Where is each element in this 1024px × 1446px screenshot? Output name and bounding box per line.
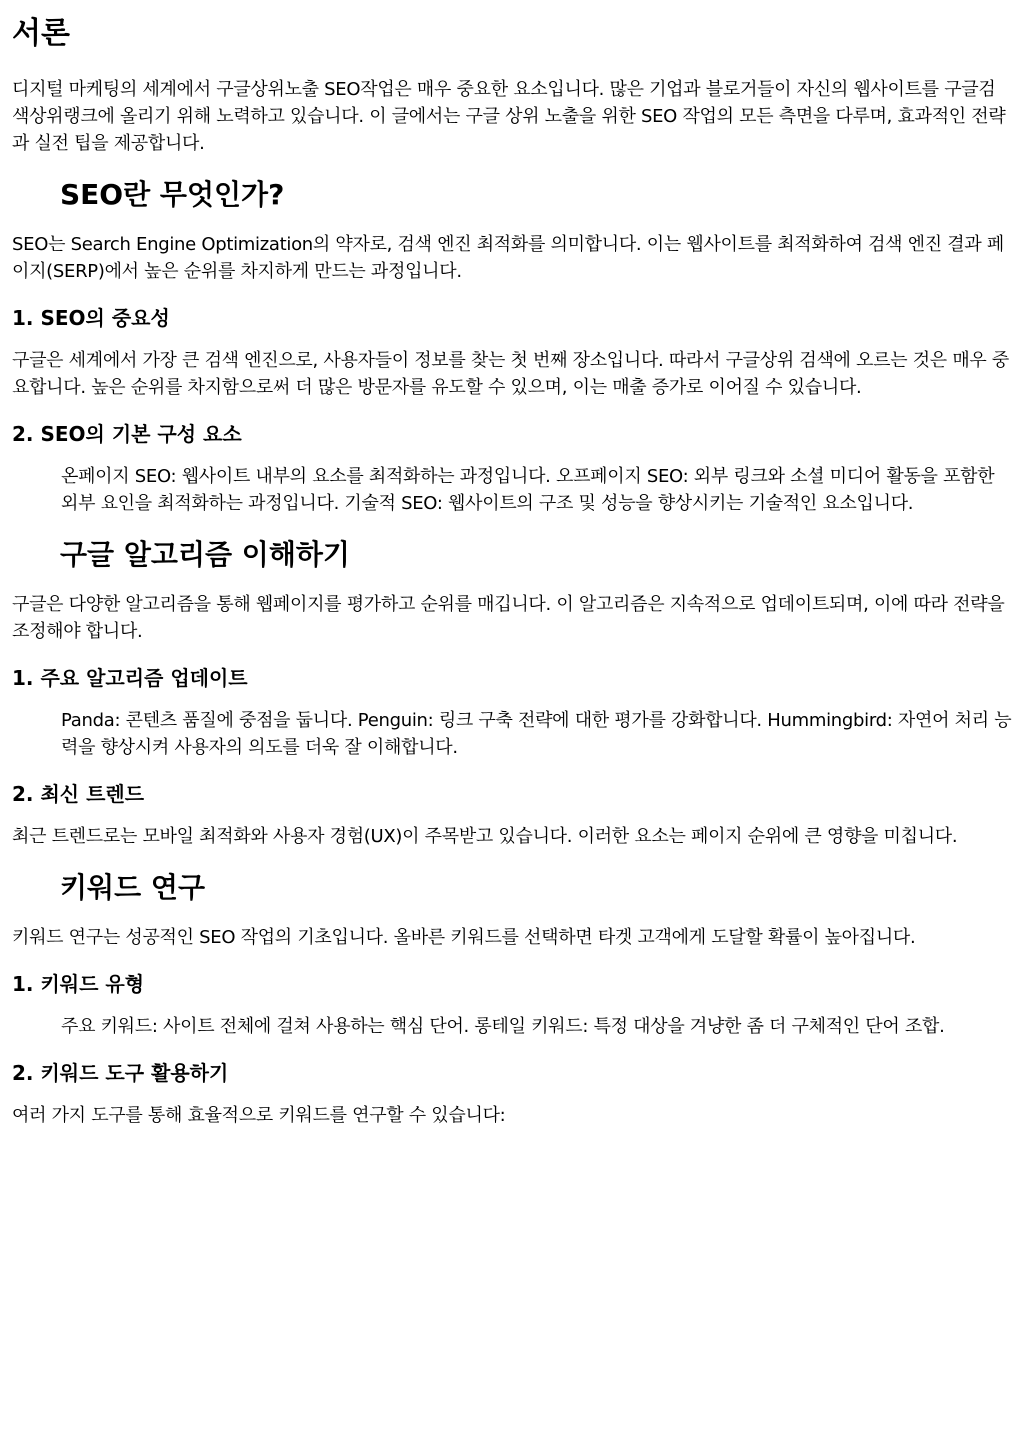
keyword-tools-heading: 2. 키워드 도구 활용하기 bbox=[12, 1061, 229, 1085]
seo-components-heading: 2. SEO의 기본 구성 요소 bbox=[12, 422, 242, 446]
intro-heading: 서론 bbox=[12, 16, 70, 51]
intro-paragraph: 디지털 마케팅의 세계에서 구글상위노출 SEO작업은 매우 중요한 요소입니다. 많은 기업과 블로거들이 자신의 웹사이트를 구글검색상위랭크에 올리기 위해 노력하고 있습니다. 이 글에서는 구글 상위 노출을 위한 SEO 작업의 모든 측면을 다루며, 효과적인 전략과 실전 팁을 제공합니다. bbox=[12, 79, 1006, 154]
keyword-tools-paragraph: 여러 가지 도구를 통해 효율적으로 키워드를 연구할 수 있습니다: bbox=[12, 1105, 506, 1126]
seo-importance-paragraph: 구글은 세계에서 가장 큰 검색 엔진으로, 사용자들이 정보를 찾는 첫 번째 장소입니다. 따라서 구글상위 검색에 오르는 것은 매우 중요합니다. 높은 순위를 차지함으로써 더 많은 방문자를 유도할 수 있으며, 이는 매출 증가로 이어질 수 있습니다. bbox=[12, 350, 1010, 398]
algorithm-heading: 구글 알고리즘 이해하기 bbox=[60, 538, 350, 571]
keyword-heading: 키워드 연구 bbox=[60, 871, 205, 904]
keyword-paragraph: 키워드 연구는 성공적인 SEO 작업의 기초입니다. 올바른 키워드를 선택하면 타겟 고객에게 도달할 확률이 높아집니다. bbox=[12, 927, 916, 948]
seo-paragraph: SEO는 Search Engine Optimization의 약자로, 검색 엔진 최적화를 의미합니다. 이는 웹사이트를 최적화하여 검색 엔진 결과 페이지(SERP)에서 높은 순위를 차지하게 만드는 과정입니다. bbox=[12, 234, 1004, 282]
seo-heading: SEO란 무엇인가? bbox=[60, 178, 285, 211]
algorithm-updates-heading: 1. 주요 알고리즘 업데이트 bbox=[12, 666, 248, 690]
algorithm-paragraph: 구글은 다양한 알고리즘을 통해 웹페이지를 평가하고 순위를 매깁니다. 이 알고리즘은 지속적으로 업데이트되며, 이에 따라 전략을 조정해야 합니다. bbox=[12, 594, 1005, 642]
algorithm-trends-paragraph: 최근 트렌드로는 모바일 최적화와 사용자 경험(UX)이 주목받고 있습니다. 이러한 요소는 페이지 순위에 큰 영향을 미칩니다. bbox=[12, 826, 958, 847]
algorithm-trends-heading: 2. 최신 트렌드 bbox=[12, 782, 145, 806]
seo-importance-heading: 1. SEO의 중요성 bbox=[12, 306, 170, 330]
keyword-types-heading: 1. 키워드 유형 bbox=[12, 972, 145, 996]
algorithm-updates-paragraph: Panda: 콘텐츠 품질에 중점을 둡니다. Penguin: 링크 구축 전략에 대한 평가를 강화합니다. Hummingbird: 자연어 처리 능력을 향상시켜 사용자의 의도를 더욱 잘 이해합니다. bbox=[61, 710, 1012, 758]
seo-components-paragraph: 온페이지 SEO: 웹사이트 내부의 요소를 최적화하는 과정입니다. 오프페이지 SEO: 외부 링크와 소셜 미디어 활동을 포함한 외부 요인을 최적화하는 과정입니다. 기술적 SEO: 웹사이트의 구조 및 성능을 향상시키는 기술적인 요소입니다. bbox=[61, 466, 995, 514]
keyword-types-paragraph: 주요 키워드: 사이트 전체에 걸쳐 사용하는 핵심 단어. 롱테일 키워드: 특정 대상을 겨냥한 좀 더 구체적인 단어 조합. bbox=[61, 1016, 945, 1037]
